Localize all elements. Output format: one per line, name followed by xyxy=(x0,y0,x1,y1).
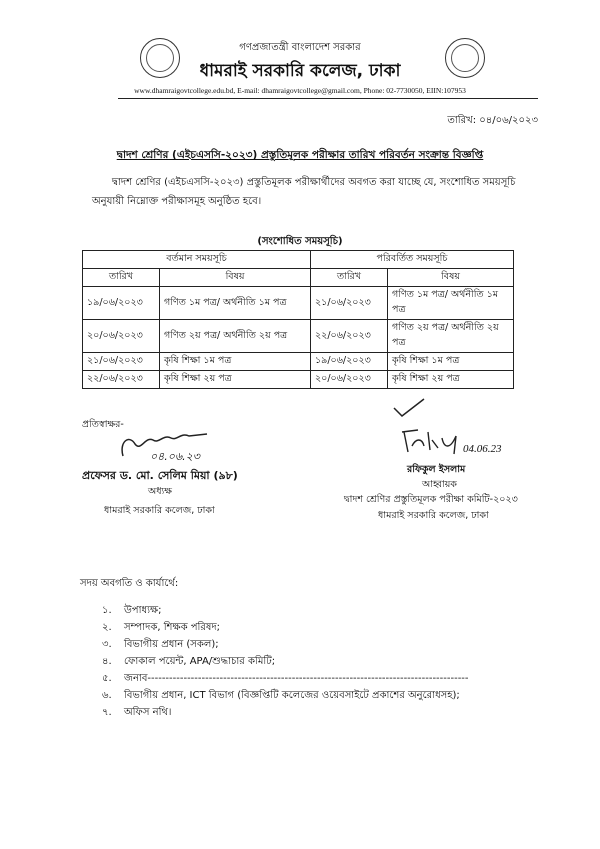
list-item-text: ফোকাল পয়েন্ট, APA/শুদ্ধাচার কমিটি; xyxy=(124,656,276,667)
list-item-text: জনাব----------------------------------------------------------------------------------------- xyxy=(124,673,469,684)
current-date-cell: ২২/০৬/২০২৩ xyxy=(83,371,160,389)
principal-org: ধামরাই সরকারি কলেজ, ঢাকা xyxy=(104,505,215,516)
convener-signature-date: 04.06.23 xyxy=(463,443,502,455)
table-row xyxy=(83,320,514,353)
current-subject-cell: কৃষি শিক্ষা ১ম পত্র xyxy=(160,353,311,371)
revised-date-cell: ২১/০৬/২০২৩ xyxy=(311,287,388,320)
table-caption: (সংশোধিত সময়সূচি) xyxy=(257,236,343,247)
list-item xyxy=(102,636,562,653)
list-item-number: ৩. xyxy=(102,639,112,650)
table-row xyxy=(83,353,514,371)
col-date-current: তারিখ xyxy=(83,269,160,287)
list-item xyxy=(102,687,562,704)
col-date-revised: তারিখ xyxy=(311,269,388,287)
revised-subject-cell: গণিত ২য় পত্র/ অর্থনীতি ২য় পত্র xyxy=(388,320,514,353)
revised-subject-cell: কৃষি শিক্ষা ১ম পত্র xyxy=(388,353,514,371)
notice-date: তারিখ: ০৪/০৬/২০২৩ xyxy=(447,115,538,126)
principal-title: অধ্যক্ষ xyxy=(148,486,173,497)
current-subject-cell: গণিত ১ম পত্র/ অর্থনীতি ১ম পত্র xyxy=(160,287,311,320)
list-item-number: ৬. xyxy=(102,690,112,701)
revised-date-cell: ২০/০৬/২০২৩ xyxy=(311,371,388,389)
list-item-number: ১. xyxy=(102,605,112,616)
list-item xyxy=(102,602,562,619)
convener-title: আহ্বায়ক xyxy=(422,479,457,490)
notice-subject: দ্বাদশ শ্রেণির (এইচএসসি-২০২৩) প্রস্তুতিমূলক পরীক্ষার তারিখ পরিবর্তন সংক্রান্ত বিজ্ঞপ্তি xyxy=(116,149,484,161)
revised-subject-cell: গণিত ১ম পত্র/ অর্থনীতি ১ম পত্র xyxy=(388,287,514,320)
list-item xyxy=(102,653,562,670)
convener-name: রফিকুল ইসলাম xyxy=(407,464,466,475)
revised-date-cell: ১৯/০৬/২০২৩ xyxy=(311,353,388,371)
convener-org: ধামরাই সরকারি কলেজ, ঢাকা xyxy=(378,510,489,521)
col-subject-revised: বিষয় xyxy=(388,269,514,287)
revised-schedule-heading: পরিবর্তিত সময়সূচি xyxy=(311,251,514,269)
current-date-cell: ১৯/০৬/২০২৩ xyxy=(83,287,160,320)
list-item xyxy=(102,670,562,687)
list-item-number: ৫. xyxy=(102,673,112,684)
convener-signature-icon xyxy=(398,424,468,456)
current-subject-cell: গণিত ২য় পত্র/ অর্থনীতি ২য় পত্র xyxy=(160,320,311,353)
current-date-cell: ২১/০৬/২০২৩ xyxy=(83,353,160,371)
list-item-text: বিভাগীয় প্রধান, ICT বিভাগ (বিজ্ঞপ্তিটি কলেজের ওয়েবসাইটে প্রকাশের অনুরোধসহ); xyxy=(124,690,460,701)
list-item xyxy=(102,704,562,721)
header-divider xyxy=(118,98,538,99)
list-item-text: বিভাগীয় প্রধান (সকল); xyxy=(124,639,219,650)
current-date-cell: ২০/০৬/২০২৩ xyxy=(83,320,160,353)
list-item xyxy=(102,619,562,636)
distribution-list xyxy=(102,602,562,721)
govt-name: গণপ্রজাতন্ত্রী বাংলাদেশ সরকার xyxy=(239,42,361,53)
list-item-text: অফিস নথি। xyxy=(124,707,172,718)
notice-body-line2: অনুযায়ী নিম্নোক্ত পরীক্ষাসমূহ অনুষ্ঠিত হবে। xyxy=(92,196,262,207)
contact-info: www.dhamraigovtcollege.edu.bd, E-mail: dhamraigovtcollege@gmail.com, Phone: 02-7730050, EIIN:107953 xyxy=(134,86,466,95)
table-row xyxy=(83,371,514,389)
col-subject-current: বিষয় xyxy=(160,269,311,287)
principal-name: প্রফেসর ড. মো. সেলিম মিয়া (৯৮) xyxy=(82,469,238,482)
revised-date-cell: ২২/০৬/২০২৩ xyxy=(311,320,388,353)
list-item-text: সম্পাদক, শিক্ষক পরিষদ; xyxy=(124,622,221,633)
list-item-number: ২. xyxy=(102,622,112,633)
college-name: ধামরাই সরকারি কলেজ, ঢাকা xyxy=(199,61,401,81)
convener-committee: দ্বাদশ শ্রেণির প্রস্তুতিমূলক পরীক্ষা কমিটি-২০২৩ xyxy=(344,494,518,505)
distribution-heading: সদয় অবগতি ও কার্যার্থে: xyxy=(80,578,179,589)
table-row xyxy=(83,287,514,320)
list-item-number: ৪. xyxy=(102,656,112,667)
schedule-table xyxy=(82,250,514,389)
revised-subject-cell: কৃষি শিক্ষা ২য় পত্র xyxy=(388,371,514,389)
list-item-text: উপাধ্যক্ষ; xyxy=(124,605,162,616)
current-schedule-heading: বর্তমান সময়সূচি xyxy=(83,251,311,269)
principal-signature-date: ০৪.০৬.২৩ xyxy=(150,450,200,463)
countersign-label: প্রতিস্বাক্ষর- xyxy=(82,419,124,430)
current-subject-cell: কৃষি শিক্ষা ২য় পত্র xyxy=(160,371,311,389)
list-item-number: ৭. xyxy=(102,707,112,718)
tick-mark-icon xyxy=(390,396,426,420)
notice-body-line1: দ্বাদশ শ্রেণির (এইচএসসি-২০২৩) প্রস্তুতিমূলক পরীক্ষার্থীদের অবগত করা যাচ্ছে যে, সংশোধিত সময়সূচি xyxy=(112,177,516,188)
